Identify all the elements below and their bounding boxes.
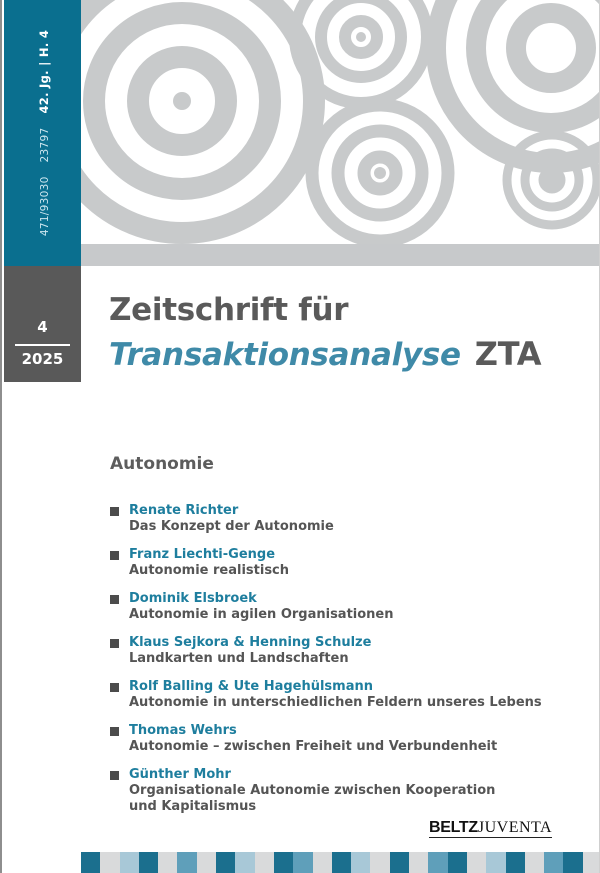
- list-item: [110, 723, 580, 755]
- stripe-segment: [274, 852, 293, 873]
- issue-year: 2025: [21, 350, 64, 368]
- article-author: Klaus Sejkora & Henning Schulze: [129, 635, 372, 650]
- title-abbreviation: ZTA: [474, 335, 542, 373]
- bullet-square-icon: [110, 771, 119, 780]
- table-of-contents: [110, 503, 580, 827]
- spine-number-a: 471/93030: [39, 176, 51, 237]
- article-author: Thomas Wehrs: [129, 723, 237, 738]
- stripe-segment: [293, 852, 312, 873]
- issue-number: 4: [37, 318, 48, 336]
- bullet-square-icon: [110, 507, 119, 516]
- list-item: [110, 591, 580, 623]
- publisher-name-part1: BELTZ: [429, 819, 478, 836]
- stripe-segment: [448, 852, 467, 873]
- stripe-segment: [428, 852, 447, 873]
- stripe-segment: [235, 852, 254, 873]
- stripe-segment: [332, 852, 351, 873]
- title-line-1: Zeitschrift für: [109, 292, 349, 328]
- bullet-square-icon: [110, 683, 119, 692]
- stripe-segment: [544, 852, 563, 873]
- article-title: Das Konzept der Autonomie: [129, 519, 334, 534]
- stripe-segment: [100, 852, 119, 873]
- list-item: [110, 547, 580, 579]
- publisher-logo: [429, 819, 552, 838]
- title-main: Transaktionsanalyse: [109, 337, 461, 373]
- cover-artwork: [81, 0, 600, 244]
- issue-divider: [15, 344, 70, 346]
- bullet-square-icon: [110, 639, 119, 648]
- stripe-segment: [467, 852, 486, 873]
- title-line-2: [109, 335, 541, 373]
- article-author: Renate Richter: [129, 503, 239, 518]
- spine-number-b: 23797: [39, 127, 51, 163]
- article-author: Günther Mohr: [129, 767, 231, 782]
- article-author: Dominik Elsbroek: [129, 591, 257, 606]
- stripe-segment: [177, 852, 196, 873]
- color-stripe: [81, 852, 600, 873]
- stripe-segment: [216, 852, 235, 873]
- stripe-segment: [158, 852, 177, 873]
- article-author: Rolf Balling & Ute Hagehülsmann: [129, 679, 373, 694]
- stripe-segment: [409, 852, 428, 873]
- stripe-segment: [390, 852, 409, 873]
- grey-band: [81, 244, 600, 266]
- article-author: Franz Liechti-Genge: [129, 547, 276, 562]
- stripe-segment: [583, 852, 600, 873]
- spine-blue-panel: [4, 0, 81, 266]
- article-title: Autonomie – zwischen Freiheit und Verbundenheit: [129, 739, 498, 754]
- stripe-segment: [486, 852, 505, 873]
- stripe-segment: [506, 852, 525, 873]
- article-title: Autonomie in agilen Organisationen: [129, 607, 394, 622]
- spine-label: [37, 30, 51, 236]
- stripe-segment: [139, 852, 158, 873]
- list-item: [110, 503, 580, 535]
- stripe-segment: [81, 852, 100, 873]
- issue-theme: Autonomie: [110, 454, 214, 474]
- list-item: [110, 767, 580, 815]
- stripe-segment: [525, 852, 544, 873]
- stripe-segment: [197, 852, 216, 873]
- bullet-square-icon: [110, 595, 119, 604]
- stripe-segment: [351, 852, 370, 873]
- article-title-continued: und Kapitalismus: [129, 799, 257, 814]
- stripe-segment: [255, 852, 274, 873]
- spine-volume: 42. Jg. | H. 4: [37, 29, 51, 114]
- stripe-segment: [313, 852, 332, 873]
- publisher-name-part2: JUVENTA: [477, 819, 553, 836]
- concentric-rings-graphic: [81, 0, 600, 244]
- list-item: [110, 635, 580, 667]
- bullet-square-icon: [110, 551, 119, 560]
- article-title: Organisationale Autonomie zwischen Kooperation: [129, 783, 496, 798]
- article-title: Landkarten und Landschaften: [129, 651, 349, 666]
- article-title: Autonomie in unterschiedlichen Feldern unseres Lebens: [129, 695, 542, 710]
- bullet-square-icon: [110, 727, 119, 736]
- stripe-segment: [563, 852, 582, 873]
- list-item: [110, 679, 580, 711]
- article-title: Autonomie realistisch: [129, 563, 290, 578]
- stripe-segment: [370, 852, 389, 873]
- stripe-segment: [120, 852, 139, 873]
